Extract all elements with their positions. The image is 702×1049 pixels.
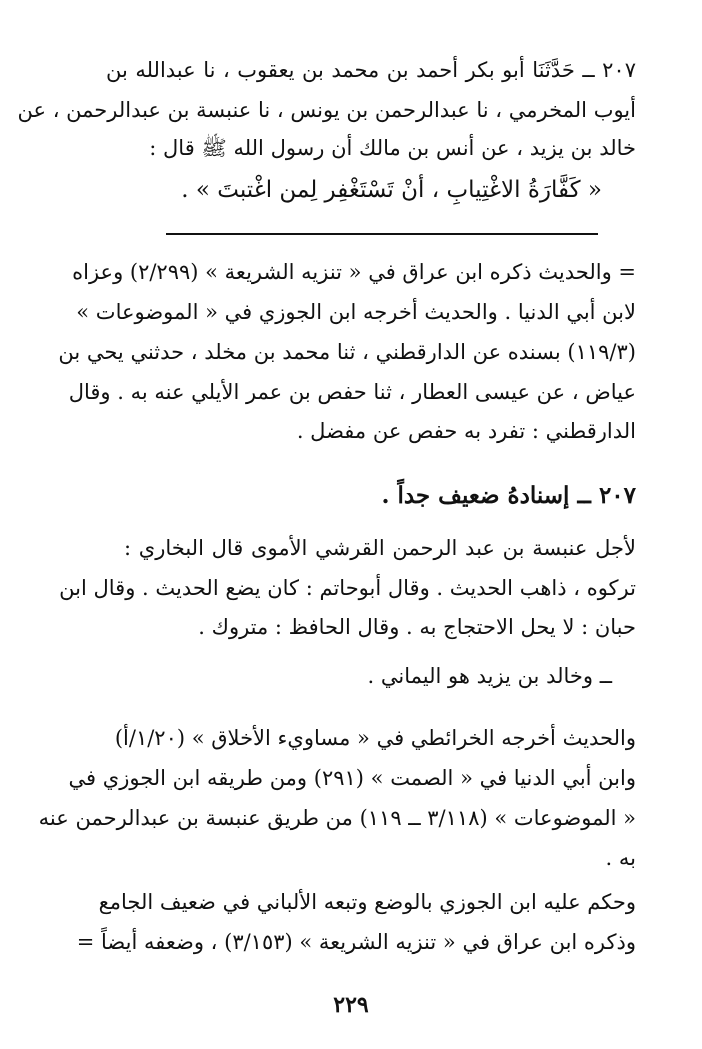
footnote-divider: [166, 233, 598, 235]
takhrij-line: « الموضوعات » (٣/١١٨ ــ ١١٩) من طريق عنبسة بن عبدالرحمن عنه: [38, 806, 636, 830]
takhrij-line: وذكره ابن عراق في « تنزيه الشريعة » (٣/١٥٣) ، وضعفه أيضاً =: [76, 930, 636, 954]
footnote-line: = والحديث ذكره ابن عراق في « تنزيه الشريعة » (٢/٢٩٩) وعزاه: [72, 260, 636, 284]
hadith-quote: « كَفَّارَةُ الاغْتِيابِ ، أنْ تَسْتَغْفِر لِمن اغْتبتَ » .: [181, 177, 602, 203]
page-number: ٢٢٩: [333, 992, 369, 1018]
hadith-line: ٢٠٧ ــ حَدَّثَنَا أبو بكر أحمد بن محمد بن يعقوب ، نا عبدالله بن: [106, 58, 636, 82]
takhrij-line: والحديث أخرجه الخرائطي في « مساويء الأخلاق » (١/٢٠/أ): [114, 726, 636, 750]
hadith-line: أيوب المخرمي ، نا عبدالرحمن بن يونس ، نا عنبسة بن عبدالرحمن ، عن: [17, 98, 636, 122]
footnote-line: الدارقطني : تفرد به حفص عن مفضل .: [296, 419, 636, 443]
takhrij-line: لأجل عنبسة بن عبد الرحمن القرشي الأموى قال البخاري :: [124, 536, 636, 560]
hadith-line: خالد بن يزيد ، عن أنس بن مالك أن رسول الله ﷺ قال :: [149, 136, 636, 160]
takhrij-note: ــ وخالد بن يزيد هو اليماني .: [367, 664, 612, 688]
takhrij-line: وحكم عليه ابن الجوزي بالوضع وتبعه الألباني في ضعيف الجامع: [98, 890, 636, 914]
footnote-line: (١١٩/٣) بسنده عن الدارقطني ، ثنا محمد بن مخلد ، حدثني يحي بن: [58, 340, 636, 364]
takhrij-line: به .: [605, 846, 636, 870]
footnote-line: عياض ، عن عيسى العطار ، ثنا حفص بن عمر الأيلي عنه به . وقال: [68, 380, 636, 404]
takhrij-heading: ٢٠٧ ــ إسنادهُ ضعيف جداً .: [381, 482, 636, 509]
takhrij-line: وابن أبي الدنيا في « الصمت » (٢٩١) ومن طريقه ابن الجوزي في: [68, 766, 636, 790]
takhrij-line: تركوه ، ذاهب الحديث . وقال أبوحاتم : كان يضع الحديث . وقال ابن: [59, 576, 636, 600]
takhrij-line: حبان : لا يحل الاحتجاج به . وقال الحافظ : متروك .: [198, 615, 636, 639]
footnote-line: لابن أبي الدنيا . والحديث أخرجه ابن الجوزي في « الموضوعات »: [76, 300, 636, 324]
